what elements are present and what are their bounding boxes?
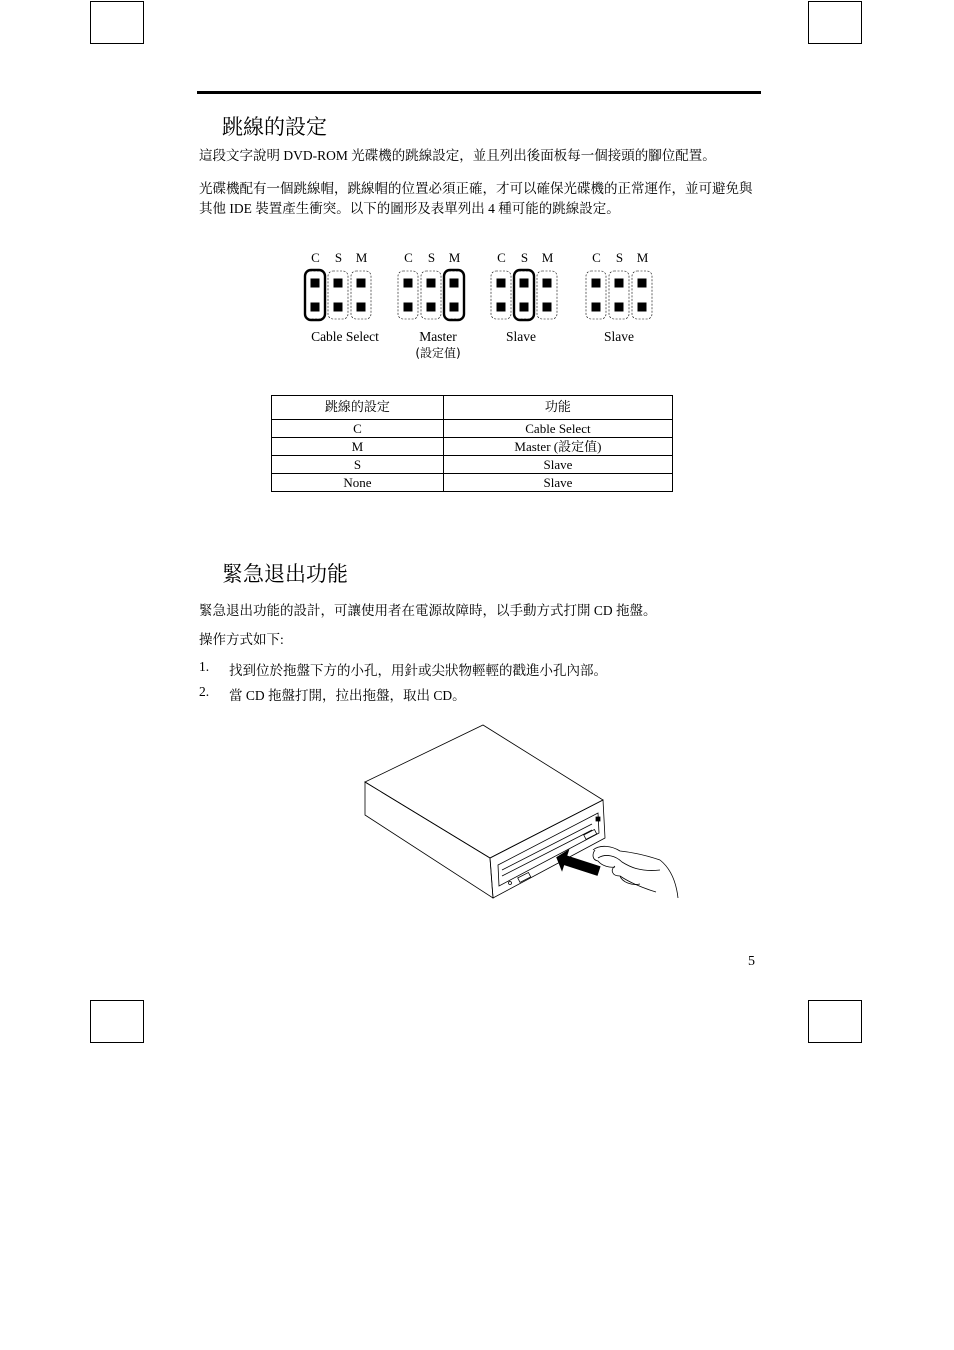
step-text: 找到位於拖盤下方的小孔，用針或尖狀物輕輕的戳進小孔內部。 [229,663,607,678]
jumper-pin [334,279,343,288]
pin-column-outline [444,271,464,319]
pin-letter: M [636,250,649,265]
pin-letter: M [541,250,554,265]
pin-column-outline [514,271,534,319]
table-cell: M [272,438,444,456]
jumper-pin [427,303,436,312]
jumper-block [305,270,371,320]
jumper-cap [444,270,464,320]
pin-column-outline [537,271,557,319]
eject-steps-intro: 操作方式如下: [199,632,284,647]
jumper-detail-paragraph: 光碟機配有一個跳線帽，跳線帽的位置必須正確，才可以確保光碟機的正常運作，並可避免與其他 IDE 裝置產生衝突。以下的圖形及表單列出 4 種可能的跳線設定。 [199,181,753,216]
step-number: 2. [199,684,210,699]
jumper-caption-slave-2 [589,328,649,345]
pin-column-outline [305,271,325,319]
crop-mark-bottom-right [808,1000,862,1043]
caption-label: Slave [506,329,536,344]
caption-sublabel: (設定值) [415,346,461,360]
jumper-caption-master [398,328,478,362]
pin-column-outline [632,271,652,319]
jumper-pin [543,279,552,288]
pin-column-outline [351,271,371,319]
pin-letter: C [404,250,413,265]
table-cell: Cable Select [443,420,672,438]
pin-column-outline [491,271,511,319]
dvd-drive-illustration [360,720,690,905]
jumper-cap [305,270,325,320]
jumper-pin [497,279,506,288]
pin-column-outline [421,271,441,319]
pin-letter: S [520,250,529,265]
crop-mark-bottom-left [90,1000,144,1043]
pin-letter: C [592,250,601,265]
jumper-pin [404,279,413,288]
jumper-pin [592,279,601,288]
table-row [272,438,673,456]
jumper-cap [514,270,534,320]
jumper-pin [520,303,529,312]
table-header-row [272,396,673,420]
table-row [272,474,673,492]
jumper-intro-paragraph: 這段文字說明 DVD-ROM 光碟機的跳線設定，並且列出後面板每一個接頭的腳位配置。 [199,148,716,163]
caption-label: Cable Select [311,329,379,344]
table-row [272,420,673,438]
pin-column-outline [328,271,348,319]
table-cell: Slave [443,456,672,474]
table-cell: None [272,474,444,492]
section-title-jumper: 跳線的設定 [222,115,327,139]
section-title-emergency-eject: 緊急退出功能 [222,562,348,586]
pin-letters-group-3 [490,250,559,266]
jumper-pin [638,279,647,288]
drive-front-bezel [490,800,605,898]
pin-letters-group-4 [585,250,654,266]
pin-letter: M [448,250,461,265]
pin-letters-group-2 [397,250,466,266]
crop-mark-top-left [90,1,144,44]
jumper-pin [592,303,601,312]
jumper-pin [520,279,529,288]
pin-letter: S [427,250,436,265]
jumper-caption-slave-1 [491,328,551,345]
pin-column-outline [609,271,629,319]
table-cell: Master (設定值) [443,438,672,456]
crop-mark-top-right [808,1,862,44]
jumper-caption-cable-select [300,328,390,345]
jumper-pin [404,303,413,312]
jumper-pin [357,279,366,288]
jumper-pin [615,279,624,288]
jumper-pin [311,279,320,288]
page-number: 5 [748,954,755,969]
table-header: 功能 [443,396,672,420]
pin-letters-group-1 [304,250,373,266]
jumper-pin [450,303,459,312]
jumper-pin [334,303,343,312]
step-text: 當 CD 拖盤打開，拉出拖盤，取出 CD。 [229,688,466,703]
pin-letter: S [334,250,343,265]
pin-column-outline [398,271,418,319]
table-header: 跳線的設定 [272,396,444,420]
caption-label: Slave [604,329,634,344]
jumper-pin [311,303,320,312]
jumper-block [586,271,652,319]
pin-column-outline [586,271,606,319]
caption-label: Master [419,329,457,344]
jumper-block [491,270,557,320]
table-row [272,456,673,474]
pin-letter: C [311,250,320,265]
hand-icon [593,846,678,898]
pin-letter: M [355,250,368,265]
jumper-diagram [290,266,670,326]
step-number: 1. [199,659,210,674]
table-cell: S [272,456,444,474]
table-cell: C [272,420,444,438]
jumper-pin [615,303,624,312]
jumper-pin [450,279,459,288]
header-rule [197,91,761,94]
jumper-pin [357,303,366,312]
eject-intro-paragraph: 緊急退出功能的設計，可讓使用者在電源故障時，以手動方式打開 CD 拖盤。 [199,603,657,618]
pull-arrow-icon [553,846,603,883]
jumper-table [271,395,673,492]
jumper-pin [497,303,506,312]
pin-letter: C [497,250,506,265]
pin-letter: S [615,250,624,265]
jumper-block [398,270,464,320]
table-cell: Slave [443,474,672,492]
drive-side-face [365,782,493,898]
jumper-pin [638,303,647,312]
jumper-pin [427,279,436,288]
jumper-pin [543,303,552,312]
